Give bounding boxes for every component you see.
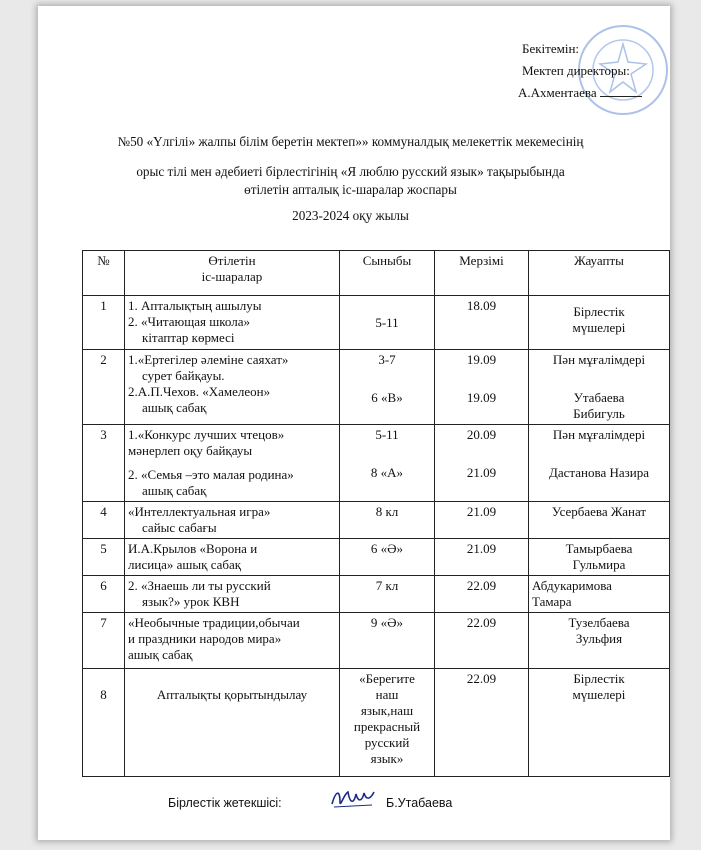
row-num: 4	[83, 502, 125, 539]
row-class: 8 кл	[340, 502, 435, 539]
title-line-4: 2023-2024 оқу жылы	[292, 208, 409, 223]
header-event: Өтілетін іс-шаралар	[125, 251, 340, 296]
row-event: «Интеллектуальная игра» сайыс сабағы	[125, 502, 340, 539]
table-row	[83, 576, 670, 613]
row-num: 1	[83, 296, 125, 350]
title-line-2: орыс тілі мен әдебиеті бірлестігінің «Я люблю русский язык» тақырыбында	[136, 164, 565, 179]
row-event: 1.«Ертегілер әлеміне саяхат» сурет байқауы. 2.А.П.Чехов. «Хамелеон» ашық сабақ	[125, 350, 340, 425]
table-row	[83, 539, 670, 576]
approval-line-2: Мектеп директоры:	[522, 63, 630, 78]
row-num: 6	[83, 576, 125, 613]
row-event: 2. «Знаешь ли ты русский язык?» урок КВН	[125, 576, 340, 613]
row-num: 7	[83, 613, 125, 669]
row-date: 21.09	[435, 502, 529, 539]
row-class: 7 кл	[340, 576, 435, 613]
approval-line-1: Бекітемін:	[522, 41, 580, 56]
row-responsible: Тузелбаева Зульфия	[529, 613, 670, 669]
row-event: «Необычные традиции,обычаи и праздники народов мира» ашық сабақ	[125, 613, 340, 669]
row-event: И.А.Крылов «Ворона и лисица» ашық сабақ	[125, 539, 340, 576]
row-class: 5-11 8 «А»	[340, 425, 435, 502]
row-date: 22.09	[435, 613, 529, 669]
row-date: 20.09 21.09	[435, 425, 529, 502]
events-table	[82, 250, 670, 777]
approval-block	[480, 38, 642, 104]
row-responsible: Бірлестік мүшелері	[529, 296, 670, 350]
signature	[328, 784, 378, 812]
table-row	[83, 669, 670, 777]
header-date: Мерзімі	[435, 251, 529, 296]
table-header-row	[83, 251, 670, 296]
row-num: 5	[83, 539, 125, 576]
row-num: 2	[83, 350, 125, 425]
row-responsible: Пән мұғалімдері Дастанова Назира	[529, 425, 670, 502]
approval-line-3: А.Ахментаева	[480, 82, 642, 104]
table-row	[83, 425, 670, 502]
row-date: 22.09	[435, 576, 529, 613]
header-responsible: Жауапты	[529, 251, 670, 296]
row-responsible: Тамырбаева Гульмира	[529, 539, 670, 576]
row-date: 18.09	[435, 296, 529, 350]
footer-label: Бірлестік жетекшісі:	[168, 796, 282, 810]
row-class: «Берегите наш язык,наш прекрасный русский язык»	[340, 669, 435, 777]
row-event: 1. Апталықтың ашылуы 2. «Читающая школа» кітаптар көрмесі	[125, 296, 340, 350]
row-class: 3-7 6 «В»	[340, 350, 435, 425]
row-class: 5-11	[340, 296, 435, 350]
row-date: 19.09 19.09	[435, 350, 529, 425]
row-num: 3	[83, 425, 125, 502]
header-num: №	[83, 251, 125, 296]
title-line-1: №50 «Үлгілі» жалпы білім беретін мектеп»» коммуналдық мелекеттік мекемесінің	[117, 134, 584, 149]
footer-name: Б.Утабаева	[386, 796, 453, 810]
row-event: 1.«Конкурс лучших чтецов» мәнерлеп оқу байқауы 2. «Семья –это малая родина» ашық сабақ	[125, 425, 340, 502]
table-row	[83, 296, 670, 350]
row-event: Апталықты қорытындылау	[125, 669, 340, 777]
row-class: 6 «Ә»	[340, 539, 435, 576]
row-responsible: Усербаева Жанат	[529, 502, 670, 539]
table-row	[83, 350, 670, 425]
table-row	[83, 502, 670, 539]
row-date: 22.09	[435, 669, 529, 777]
row-responsible: Бірлестік мүшелері	[529, 669, 670, 777]
header-class: Сыныбы	[340, 251, 435, 296]
title-line-3: өтілетін апталық іс-шаралар жоспары	[244, 182, 457, 197]
row-num: 8	[83, 669, 125, 777]
row-responsible: Пән мұғалімдері Утабаева Бибигуль	[529, 350, 670, 425]
row-class: 9 «Ә»	[340, 613, 435, 669]
row-date: 21.09	[435, 539, 529, 576]
row-responsible: Абдукаримова Тамара	[529, 576, 670, 613]
table-row	[83, 613, 670, 669]
